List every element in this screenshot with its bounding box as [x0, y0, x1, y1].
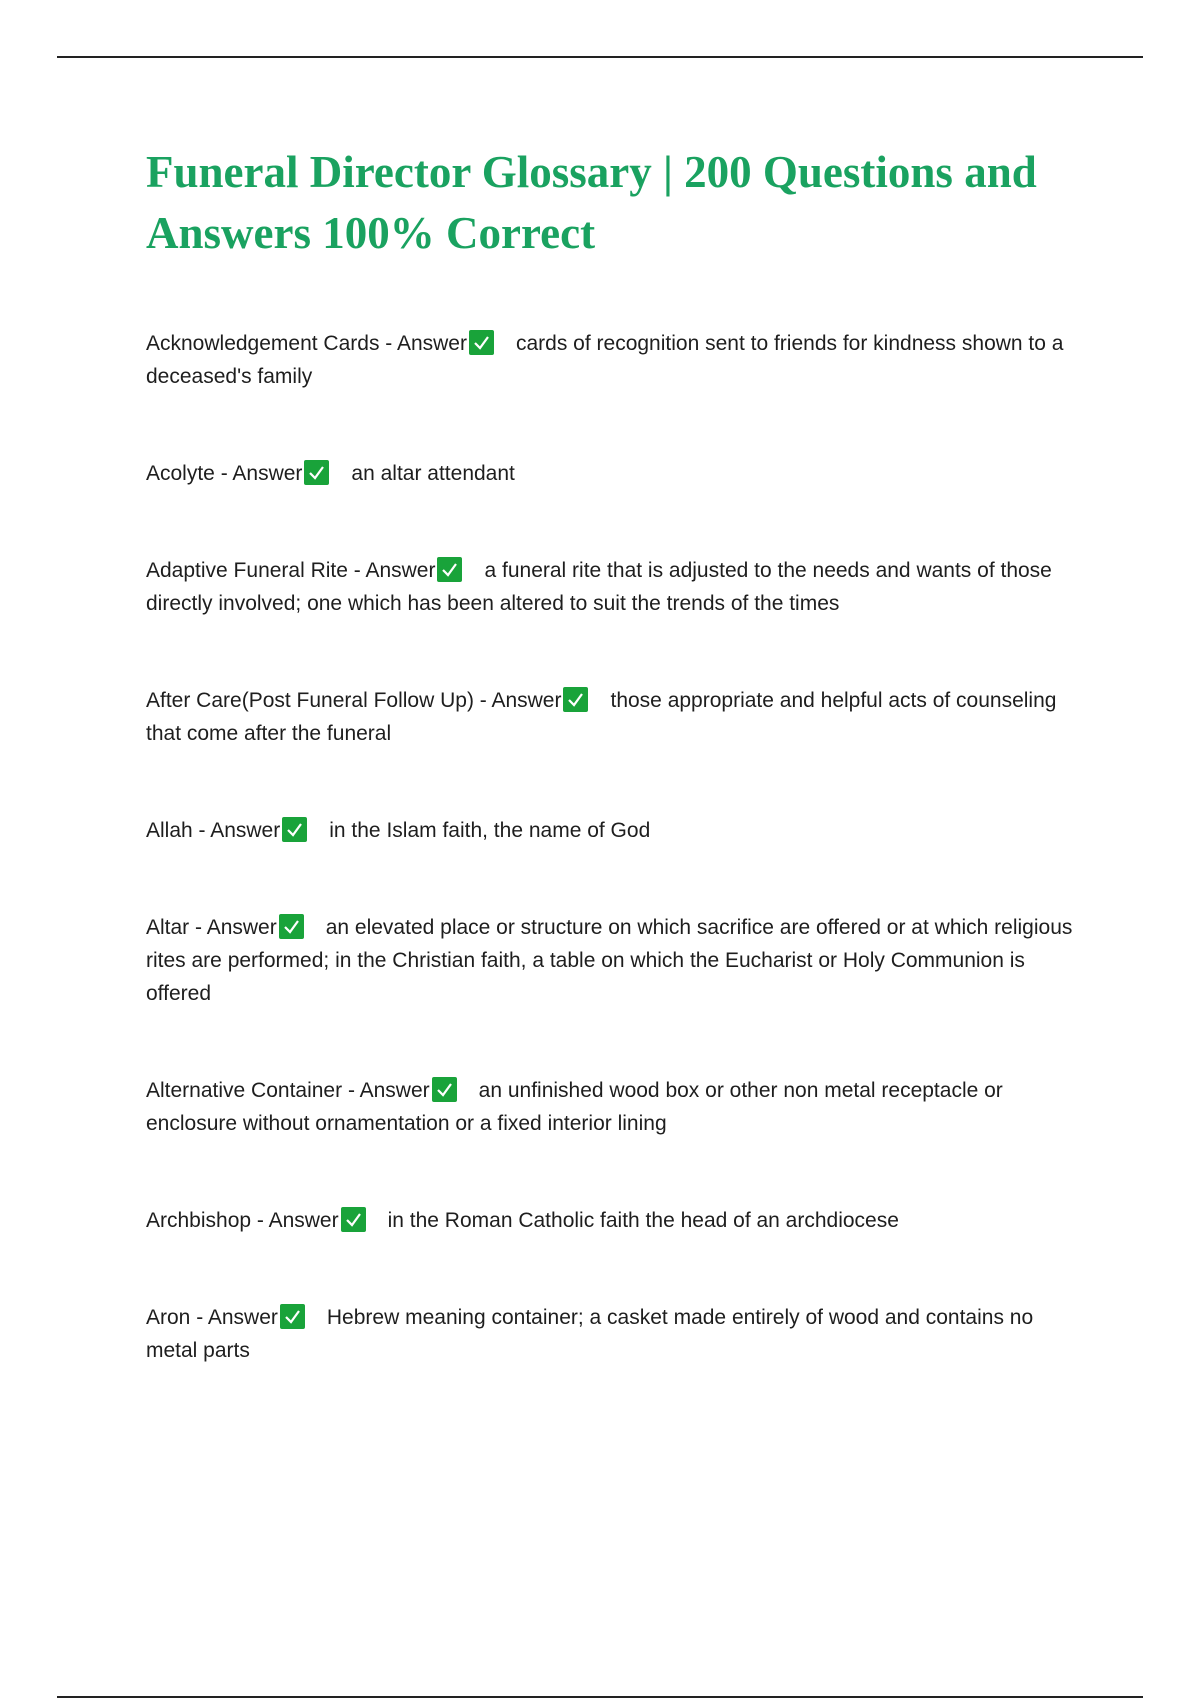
entry-definition: cards of recognition sent to friends for kindness shown to a deceased's family: [146, 332, 1064, 388]
entry-term: Aron: [146, 1306, 191, 1329]
glossary-entry: [146, 814, 1086, 847]
glossary-entry: [146, 1204, 1086, 1237]
top-rule: [57, 56, 1143, 58]
entry-answer-label: - Answer: [347, 559, 436, 582]
entry-answer-label: - Answer: [251, 1209, 339, 1232]
entry-answer-label: - Answer: [190, 1306, 278, 1329]
entry-answer-label: - Answer: [214, 462, 303, 485]
entry-answer-label: - Answer: [473, 689, 562, 712]
entry-term: Alternative Container: [146, 1079, 343, 1102]
glossary-entry: [146, 1074, 1086, 1140]
glossary-entry: [146, 684, 1086, 750]
entry-term: Acolyte: [146, 462, 215, 485]
checkmark-icon: [437, 557, 462, 582]
entry-term: After Care(Post Funeral Follow Up): [146, 689, 474, 712]
entry-term: Allah: [146, 819, 193, 842]
entry-term: Acknowledgement Cards: [146, 332, 380, 355]
glossary-list: [146, 327, 1086, 1367]
glossary-entry: [146, 911, 1086, 1010]
entry-term: Archbishop: [146, 1209, 252, 1232]
entry-definition: a funeral rite that is adjusted to the needs and wants of those directly involved; one which has been altered to suit the trends of the times: [146, 559, 1052, 615]
entry-definition: those appropriate and helpful acts of counseling that come after the funeral: [146, 689, 1057, 745]
checkmark-icon: [432, 1077, 457, 1102]
checkmark-icon: [280, 1304, 305, 1329]
entry-answer-label: - Answer: [189, 916, 277, 939]
checkmark-icon: [279, 914, 304, 939]
entry-answer-label: - Answer: [342, 1079, 430, 1102]
glossary-entry: [146, 457, 1086, 490]
entry-term: Altar: [146, 916, 190, 939]
entry-definition: an altar attendant: [351, 462, 515, 485]
entry-definition: Hebrew meaning container; a casket made entirely of wood and contains no metal parts: [146, 1306, 1034, 1362]
entry-answer-label: - Answer: [192, 819, 281, 842]
checkmark-icon: [469, 330, 494, 355]
checkmark-icon: [563, 687, 588, 712]
checkmark-icon: [304, 460, 329, 485]
entry-answer-label: - Answer: [379, 332, 467, 355]
document-title: Funeral Director Glossary | 200 Questions and Answers 100% Correct: [146, 147, 1037, 258]
entry-definition: in the Islam faith, the name of God: [329, 819, 651, 842]
entry-definition: an unfinished wood box or other non metal receptacle or enclosure without ornamentation or a fixed interior lining: [146, 1079, 1003, 1135]
checkmark-icon: [341, 1207, 366, 1232]
entry-definition: an elevated place or structure on which sacrifice are offered or at which religious rites are performed; in the Christian faith, a table on which the Eucharist or Holy Communion is offered: [146, 916, 1073, 1005]
entry-term: Adaptive Funeral Rite: [146, 559, 348, 582]
glossary-entry: [146, 1301, 1086, 1367]
bottom-rule: [57, 1696, 1143, 1698]
entry-definition: in the Roman Catholic faith the head of an archdiocese: [387, 1209, 899, 1232]
checkmark-icon: [282, 817, 307, 842]
glossary-entry: [146, 554, 1086, 620]
glossary-entry: [146, 327, 1086, 393]
